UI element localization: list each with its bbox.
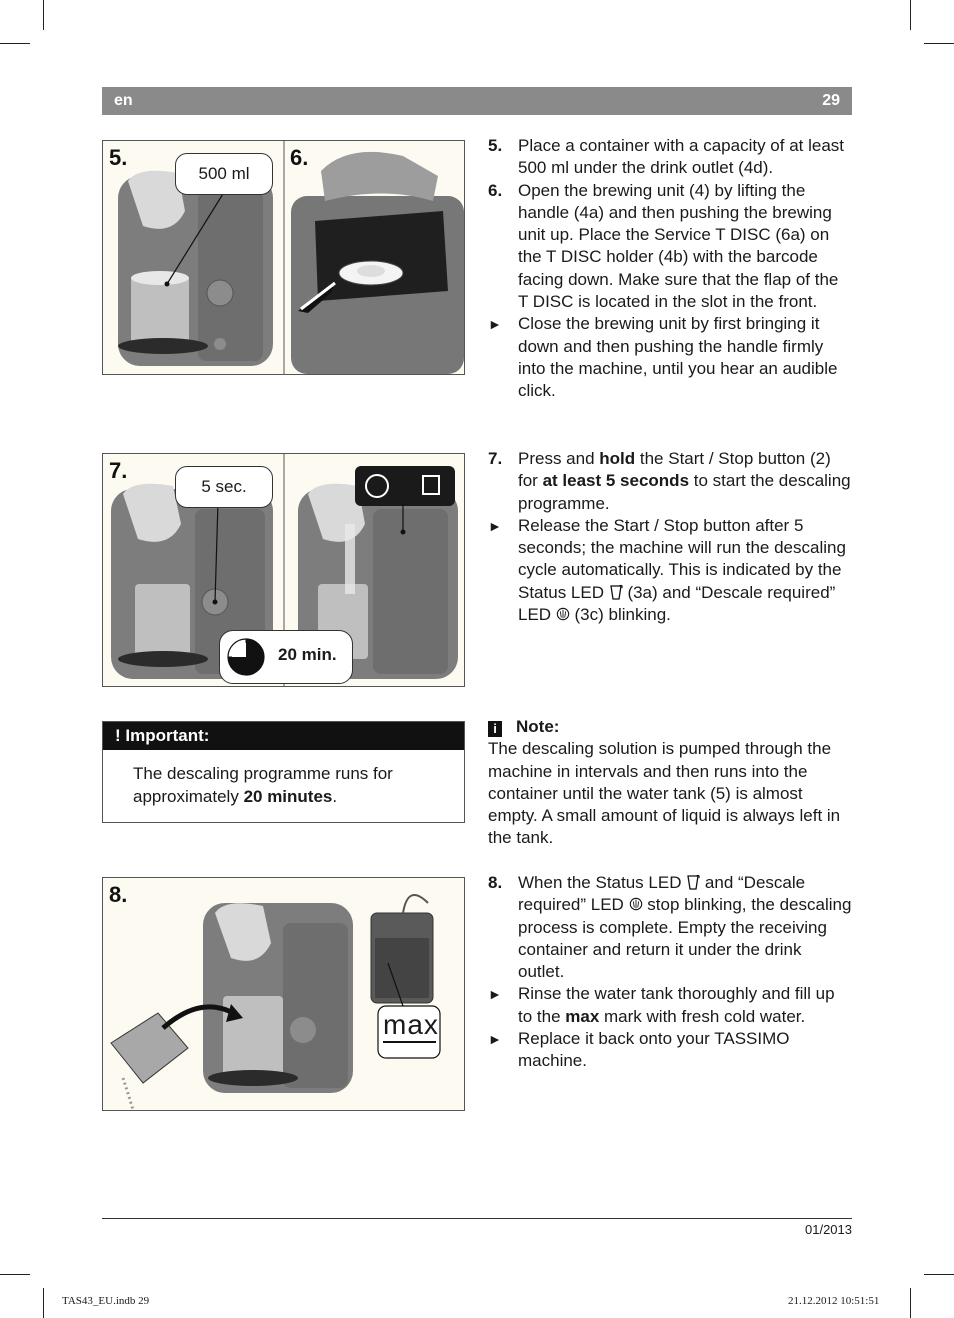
bullet-arrow: ►	[488, 517, 502, 534]
step-7-text-a: Press and	[518, 449, 600, 468]
step-8-text-a: When the Status LED	[518, 873, 687, 892]
rinse-text-a: Rinse the water tank thoroughly and fill up to the	[518, 984, 835, 1026]
note-body: The descaling solution is pumped through the machine in intervals and then runs into the container until the water tank (5) is almost empty. A small amount of liquid is always left in the tank.	[488, 739, 841, 848]
footer-date: 01/2013	[805, 1222, 852, 1237]
descale-led-icon	[629, 896, 643, 912]
info-icon: i	[488, 721, 502, 737]
important-text-end: .	[332, 787, 338, 806]
release-text-a: Release the Start / Stop button after 5 seconds; the machine will run the descaling cycle automatically. This is indicated by the Status LED	[518, 515, 846, 602]
step-7-text-e: to start the descaling programme.	[518, 471, 851, 513]
crop-mark	[910, 0, 911, 30]
illustration-step-8	[102, 877, 465, 1111]
language-label: en	[114, 92, 133, 109]
step-7-hold: hold	[599, 449, 636, 468]
step-7-duration: at least 5 seconds	[542, 471, 690, 491]
page-header	[102, 87, 852, 115]
important-box	[102, 721, 465, 823]
footer-rule	[102, 1218, 852, 1219]
crop-mark	[924, 43, 954, 44]
step-label-8: 8.	[488, 873, 503, 892]
illustration-step-7	[102, 453, 465, 687]
important-body	[133, 762, 453, 808]
page-number: 29	[822, 92, 840, 109]
crop-mark	[924, 1274, 954, 1275]
replace-text: Replace it back onto your TASSIMO machine.	[518, 1029, 790, 1071]
release-text-b: (3a) and “Descale required” LED	[518, 582, 836, 625]
step-number-5: 5.	[109, 145, 128, 170]
step-number-6: 6.	[290, 145, 309, 170]
step-8-text-b: and “Descale required” LED	[518, 873, 806, 915]
steps-5-6-text	[488, 135, 852, 403]
status-led-icon	[609, 584, 623, 600]
important-duration: 20 minutes	[243, 787, 333, 806]
crop-mark	[0, 1274, 30, 1275]
timer-label: 20 min.	[278, 645, 337, 664]
status-led-icon	[686, 874, 700, 890]
release-text-c: (3c) blinking.	[569, 605, 671, 625]
bullet-arrow: ►	[488, 986, 502, 1003]
crop-mark	[43, 1288, 44, 1318]
step-8-text-block	[488, 872, 852, 1073]
timer-callout	[219, 630, 353, 684]
step-label-7: 7.	[488, 449, 503, 468]
illustration-steps-5-6	[102, 140, 465, 375]
step-number-8: 8.	[109, 882, 128, 907]
bullet-arrow: ►	[488, 316, 502, 333]
step-8-text-c: stop blinking, the descaling process is complete. Empty the receiving container and return it under the drink outlet.	[518, 895, 852, 982]
rinse-text-c: mark with fresh cold water.	[599, 1006, 806, 1026]
max-label: max	[383, 1009, 439, 1040]
crop-mark	[0, 43, 30, 44]
note-title: Note:	[516, 717, 560, 736]
print-slug-timestamp: 21.12.2012 10:51:51	[788, 1295, 880, 1307]
close-unit-text: Close the brewing unit by first bringing it down and then pushing the handle firmly into the machine, until you hear an audible click.	[518, 314, 838, 401]
step-7-text-c: the Start / Stop button (2) for	[518, 449, 831, 491]
step-label-6: 6.	[488, 180, 503, 200]
step-5-text: Place a container with a capacity of at least 500 ml under the drink outlet (4d).	[518, 136, 845, 178]
bullet-arrow: ►	[488, 1031, 502, 1048]
water-tank-illustration	[103, 878, 464, 1110]
step-label-5: 5.	[488, 136, 503, 155]
clock-icon	[224, 635, 268, 679]
volume-callout: 500 ml	[175, 153, 273, 195]
print-slug-file: TAS43_EU.indb 29	[62, 1295, 150, 1307]
step-number-7: 7.	[109, 458, 128, 483]
crop-mark	[43, 0, 44, 30]
note-block	[488, 716, 852, 850]
rinse-max: max	[565, 1006, 600, 1026]
important-text: The descaling programme runs for approximately	[133, 764, 393, 806]
hold-duration-callout: 5 sec.	[175, 466, 273, 508]
coffee-machine-illustration	[103, 141, 464, 374]
crop-mark	[910, 1288, 911, 1318]
step-7-text-block	[488, 448, 854, 626]
descale-led-icon	[556, 606, 570, 622]
step-6-text: Open the brewing unit (4) by lifting the handle (4a) and then pushing the brewing unit up. Place the Service T DISC (6a) on the T DISC holder (4b) with the barcode facing down. Make sure that the flap of the T DISC is located in the slot in the front.	[518, 180, 839, 312]
important-title: ! Important:	[103, 722, 464, 750]
